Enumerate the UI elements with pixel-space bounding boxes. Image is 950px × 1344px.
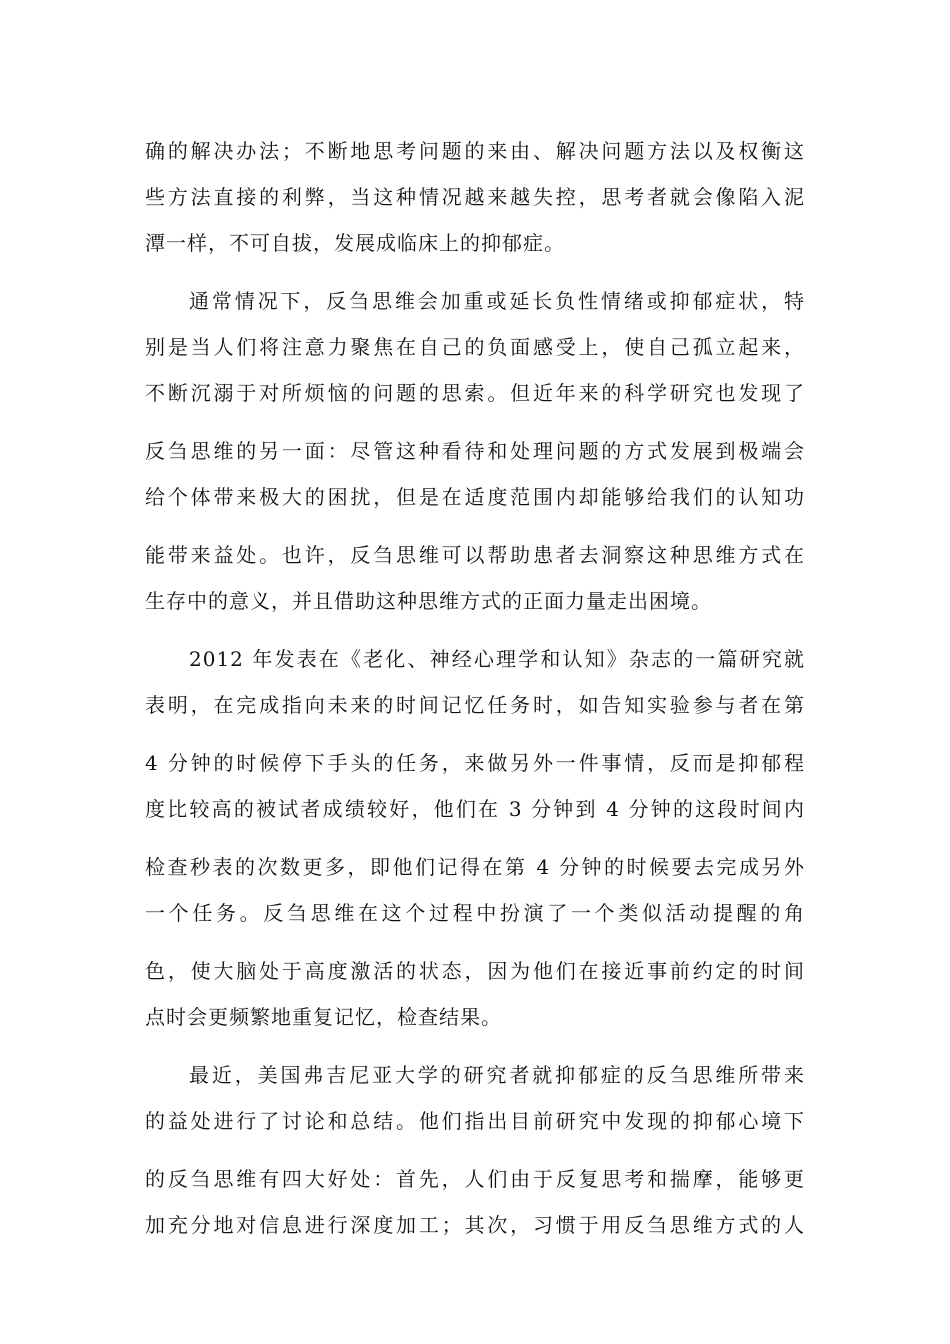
paragraph-3-line-1: 2012 年发表在《老化、神经心理学和认知》杂志的一篇研究就 bbox=[189, 647, 805, 671]
paragraph-2-line-5: 给个体带来极大的困扰，但是在适度范围内却能够给我们的认知功 bbox=[145, 485, 805, 509]
paragraph-3-line-7: 色，使大脑处于高度激活的状态，因为他们在接近事前约定的时间 bbox=[145, 959, 805, 983]
paragraph-2-line-2: 别是当人们将注意力聚焦在自己的负面感受上，使自己孤立起来， bbox=[145, 335, 805, 359]
paragraph-2-line-3: 不断沉溺于对所烦恼的问题的思索。但近年来的科学研究也发现了 bbox=[145, 381, 805, 405]
paragraph-3-line-2: 表明，在完成指向未来的时间记忆任务时，如告知实验参与者在第 bbox=[145, 693, 805, 717]
paragraph-2-line-1: 通常情况下，反刍思维会加重或延长负性情绪或抑郁症状，特 bbox=[189, 289, 805, 313]
paragraph-1-line-3: 潭一样，不可自拔，发展成临床上的抑郁症。 bbox=[145, 231, 565, 255]
paragraph-3-line-6: 一个任务。反刍思维在这个过程中扮演了一个类似活动提醒的角 bbox=[145, 901, 805, 925]
paragraph-4-line-1: 最近，美国弗吉尼亚大学的研究者就抑郁症的反刍思维所带来 bbox=[189, 1063, 805, 1087]
paragraph-4-line-4: 加充分地对信息进行深度加工；其次，习惯于用反刍思维方式的人 bbox=[145, 1213, 805, 1237]
paragraph-1-line-1: 确的解决办法；不断地思考问题的来由、解决问题方法以及权衡这 bbox=[145, 139, 805, 163]
paragraph-2-line-7: 生存中的意义，并且借助这种思维方式的正面力量走出困境。 bbox=[145, 589, 712, 613]
paragraph-3-line-5: 检查秒表的次数更多，即他们记得在第 4 分钟的时候要去完成另外 bbox=[145, 855, 805, 879]
paragraph-4-line-2: 的益处进行了讨论和总结。他们指出目前研究中发现的抑郁心境下 bbox=[145, 1109, 805, 1133]
paragraph-1-line-2: 些方法直接的利弊，当这种情况越来越失控，思考者就会像陷入泥 bbox=[145, 185, 805, 209]
paragraph-2-line-6: 能带来益处。也许，反刍思维可以帮助患者去洞察这种思维方式在 bbox=[145, 543, 805, 567]
paragraph-4-line-3: 的反刍思维有四大好处：首先，人们由于反复思考和揣摩，能够更 bbox=[145, 1167, 805, 1191]
paragraph-3-line-4: 度比较高的被试者成绩较好，他们在 3 分钟到 4 分钟的这段时间内 bbox=[145, 797, 805, 821]
paragraph-3-line-8: 点时会更频繁地重复记忆，检查结果。 bbox=[145, 1005, 502, 1029]
paragraph-3-line-3: 4 分钟的时候停下手头的任务，来做另外一件事情，反而是抑郁程 bbox=[145, 751, 805, 775]
paragraph-2-line-4: 反刍思维的另一面：尽管这种看待和处理问题的方式发展到极端会 bbox=[145, 439, 805, 463]
